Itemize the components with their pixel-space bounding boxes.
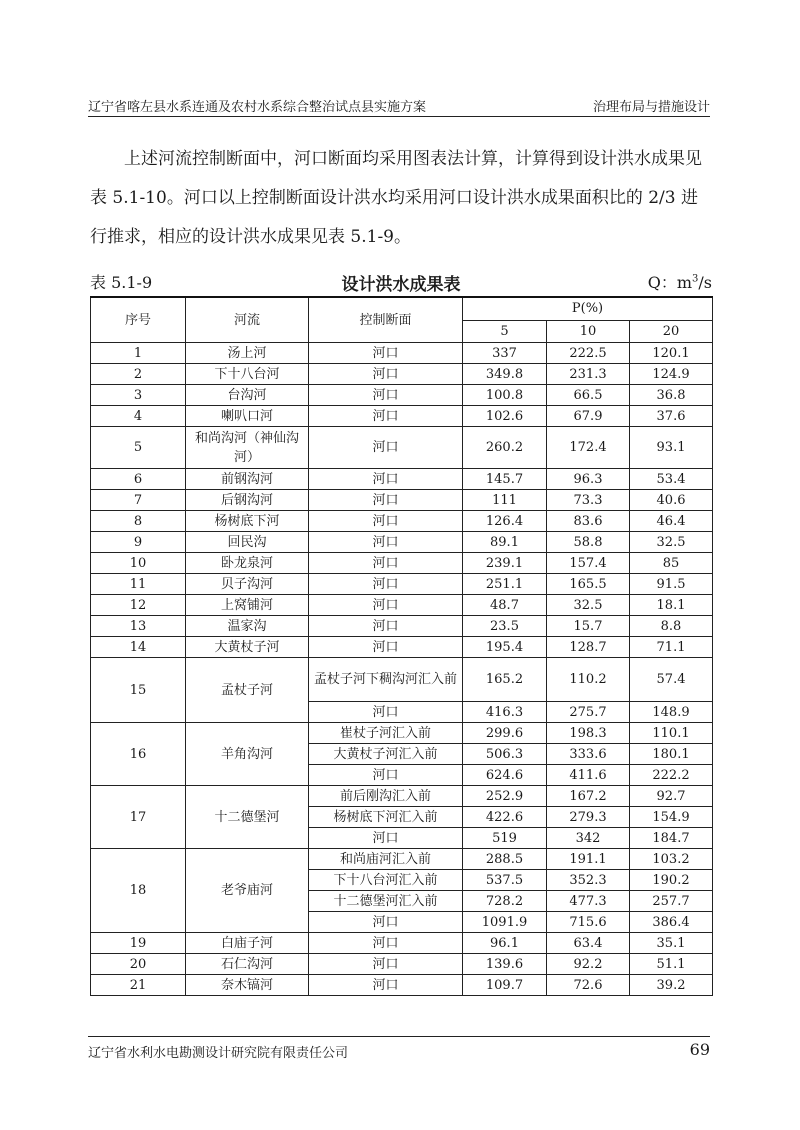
row-number-cell: 12 bbox=[91, 595, 186, 616]
control-section-cell: 崔杖子河汇入前 bbox=[309, 723, 463, 744]
flow-p10-cell: 66.5 bbox=[547, 385, 630, 406]
flow-p10-cell: 222.5 bbox=[547, 343, 630, 364]
flow-p20-cell: 120.1 bbox=[630, 343, 713, 364]
flow-p10-cell: 73.3 bbox=[547, 490, 630, 511]
flow-p10-cell: 231.3 bbox=[547, 364, 630, 385]
flow-p5-cell: 111 bbox=[463, 490, 547, 511]
flow-p5-cell: 422.6 bbox=[463, 807, 547, 828]
table-row bbox=[91, 511, 713, 532]
table-caption bbox=[90, 270, 712, 294]
river-name-cell: 贝子沟河 bbox=[186, 574, 309, 595]
flow-p10-cell: 198.3 bbox=[547, 723, 630, 744]
river-name-cell: 喇叭口河 bbox=[186, 406, 309, 427]
table-row bbox=[91, 849, 713, 870]
row-number-cell: 20 bbox=[91, 954, 186, 975]
flow-p10-cell: 279.3 bbox=[547, 807, 630, 828]
control-section-cell: 和尚庙河汇入前 bbox=[309, 849, 463, 870]
table-header-row bbox=[91, 297, 713, 320]
header-probability: P(%) bbox=[463, 297, 713, 320]
flow-p10-cell: 110.2 bbox=[547, 658, 630, 702]
page-number: 69 bbox=[689, 1040, 710, 1059]
flow-p20-cell: 71.1 bbox=[630, 637, 713, 658]
flow-p5-cell: 89.1 bbox=[463, 532, 547, 553]
river-name-cell: 老爷庙河 bbox=[186, 849, 309, 933]
flow-p20-cell: 184.7 bbox=[630, 828, 713, 849]
river-name-cell: 回民沟 bbox=[186, 532, 309, 553]
table-row bbox=[91, 406, 713, 427]
flow-p20-cell: 37.6 bbox=[630, 406, 713, 427]
table-row bbox=[91, 616, 713, 637]
control-section-cell: 十二德堡河汇入前 bbox=[309, 891, 463, 912]
river-name-cell: 汤上河 bbox=[186, 343, 309, 364]
flow-p20-cell: 110.1 bbox=[630, 723, 713, 744]
row-number-cell: 13 bbox=[91, 616, 186, 637]
header-p10: 10 bbox=[547, 320, 630, 342]
row-number-cell: 21 bbox=[91, 975, 186, 996]
footer-organization: 辽宁省水利水电勘测设计研究院有限责任公司 bbox=[88, 1046, 349, 1061]
flow-p20-cell: 92.7 bbox=[630, 786, 713, 807]
flow-p10-cell: 58.8 bbox=[547, 532, 630, 553]
control-section-cell: 河口 bbox=[309, 595, 463, 616]
header-p20: 20 bbox=[630, 320, 713, 342]
flow-p5-cell: 126.4 bbox=[463, 511, 547, 532]
control-section-cell: 河口 bbox=[309, 828, 463, 849]
flow-p5-cell: 728.2 bbox=[463, 891, 547, 912]
table-row bbox=[91, 532, 713, 553]
flow-p10-cell: 67.9 bbox=[547, 406, 630, 427]
row-number-cell: 18 bbox=[91, 849, 186, 933]
header-river: 河流 bbox=[186, 297, 309, 343]
flow-p5-cell: 624.6 bbox=[463, 765, 547, 786]
table-row bbox=[91, 723, 713, 744]
river-name-cell: 大黄杖子河 bbox=[186, 637, 309, 658]
flow-p20-cell: 93.1 bbox=[630, 427, 713, 469]
row-number-cell: 15 bbox=[91, 658, 186, 723]
flow-p5-cell: 96.1 bbox=[463, 933, 547, 954]
control-section-cell: 河口 bbox=[309, 469, 463, 490]
control-section-cell: 河口 bbox=[309, 616, 463, 637]
header-chapter-title: 治理布局与措施设计 bbox=[592, 100, 710, 115]
flow-p5-cell: 506.3 bbox=[463, 744, 547, 765]
flow-p20-cell: 57.4 bbox=[630, 658, 713, 702]
flow-p5-cell: 1091.9 bbox=[463, 912, 547, 933]
row-number-cell: 11 bbox=[91, 574, 186, 595]
flood-results-table bbox=[90, 296, 713, 996]
flow-p10-cell: 83.6 bbox=[547, 511, 630, 532]
row-number-cell: 14 bbox=[91, 637, 186, 658]
header-document-title: 辽宁省喀左县水系连通及农村水系综合整治试点县实施方案 bbox=[88, 100, 427, 115]
flow-p10-cell: 411.6 bbox=[547, 765, 630, 786]
row-number-cell: 6 bbox=[91, 469, 186, 490]
flow-p10-cell: 477.3 bbox=[547, 891, 630, 912]
control-section-cell: 下十八台河汇入前 bbox=[309, 870, 463, 891]
river-name-cell: 后钢沟河 bbox=[186, 490, 309, 511]
body-paragraph bbox=[90, 140, 710, 257]
flow-p5-cell: 102.6 bbox=[463, 406, 547, 427]
flow-p20-cell: 40.6 bbox=[630, 490, 713, 511]
flow-p5-cell: 349.8 bbox=[463, 364, 547, 385]
table-title: 设计洪水成果表 bbox=[341, 275, 461, 295]
flow-p10-cell: 352.3 bbox=[547, 870, 630, 891]
flow-p10-cell: 63.4 bbox=[547, 933, 630, 954]
row-number-cell: 4 bbox=[91, 406, 186, 427]
paragraph-text: 上述河流控制断面中，河口断面均采用图表法计算，计算得到设计洪水成果见表 5.1-10。河口以上控制断面设计洪水均采用河口设计洪水成果面积比的 2/3 进行推求，相应的设计洪水成果见表 5.1-9。 bbox=[90, 149, 702, 247]
row-number-cell: 10 bbox=[91, 553, 186, 574]
flow-p10-cell: 165.5 bbox=[547, 574, 630, 595]
flow-p5-cell: 239.1 bbox=[463, 553, 547, 574]
row-number-cell: 8 bbox=[91, 511, 186, 532]
control-section-cell: 河口 bbox=[309, 511, 463, 532]
flow-p20-cell: 53.4 bbox=[630, 469, 713, 490]
flow-p10-cell: 92.2 bbox=[547, 954, 630, 975]
table-row bbox=[91, 954, 713, 975]
table-row bbox=[91, 364, 713, 385]
control-section-cell: 河口 bbox=[309, 574, 463, 595]
flow-p20-cell: 190.2 bbox=[630, 870, 713, 891]
header-no: 序号 bbox=[91, 297, 186, 343]
unit-suffix: /s bbox=[698, 273, 712, 292]
table-unit bbox=[648, 270, 712, 293]
flow-p20-cell: 36.8 bbox=[630, 385, 713, 406]
flow-p5-cell: 48.7 bbox=[463, 595, 547, 616]
flow-p5-cell: 537.5 bbox=[463, 870, 547, 891]
flow-p20-cell: 39.2 bbox=[630, 975, 713, 996]
flow-p20-cell: 222.2 bbox=[630, 765, 713, 786]
flow-p5-cell: 165.2 bbox=[463, 658, 547, 702]
page-header bbox=[88, 96, 710, 117]
river-name-cell: 卧龙泉河 bbox=[186, 553, 309, 574]
row-number-cell: 7 bbox=[91, 490, 186, 511]
flow-p20-cell: 51.1 bbox=[630, 954, 713, 975]
flow-p5-cell: 299.6 bbox=[463, 723, 547, 744]
flow-p5-cell: 251.1 bbox=[463, 574, 547, 595]
control-section-cell: 河口 bbox=[309, 765, 463, 786]
control-section-cell: 河口 bbox=[309, 385, 463, 406]
river-name-cell: 温家沟 bbox=[186, 616, 309, 637]
table-row bbox=[91, 933, 713, 954]
row-number-cell: 5 bbox=[91, 427, 186, 469]
river-name-cell: 上窝铺河 bbox=[186, 595, 309, 616]
control-section-cell: 河口 bbox=[309, 933, 463, 954]
river-name-cell: 杨树底下河 bbox=[186, 511, 309, 532]
control-section-cell: 孟杖子河下稠沟河汇入前 bbox=[309, 658, 463, 702]
control-section-cell: 前后刚沟汇入前 bbox=[309, 786, 463, 807]
flow-p10-cell: 15.7 bbox=[547, 616, 630, 637]
control-section-cell: 大黄杖子河汇入前 bbox=[309, 744, 463, 765]
flow-p5-cell: 109.7 bbox=[463, 975, 547, 996]
flow-p20-cell: 180.1 bbox=[630, 744, 713, 765]
flow-p5-cell: 519 bbox=[463, 828, 547, 849]
row-number-cell: 9 bbox=[91, 532, 186, 553]
flow-p10-cell: 715.6 bbox=[547, 912, 630, 933]
flow-p5-cell: 195.4 bbox=[463, 637, 547, 658]
flow-p20-cell: 103.2 bbox=[630, 849, 713, 870]
control-section-cell: 河口 bbox=[309, 427, 463, 469]
flow-p10-cell: 172.4 bbox=[547, 427, 630, 469]
flow-p10-cell: 342 bbox=[547, 828, 630, 849]
table-row bbox=[91, 343, 713, 364]
table-row bbox=[91, 427, 713, 469]
table-row bbox=[91, 595, 713, 616]
flow-p20-cell: 85 bbox=[630, 553, 713, 574]
control-section-cell: 河口 bbox=[309, 637, 463, 658]
flow-p10-cell: 128.7 bbox=[547, 637, 630, 658]
unit-superscript: 3 bbox=[692, 273, 699, 285]
river-name-cell: 十二德堡河 bbox=[186, 786, 309, 849]
river-name-cell: 和尚沟河（神仙沟河） bbox=[186, 427, 309, 469]
flow-p10-cell: 96.3 bbox=[547, 469, 630, 490]
table-row bbox=[91, 469, 713, 490]
flow-p5-cell: 145.7 bbox=[463, 469, 547, 490]
flow-p5-cell: 23.5 bbox=[463, 616, 547, 637]
control-section-cell: 河口 bbox=[309, 954, 463, 975]
control-section-cell: 河口 bbox=[309, 490, 463, 511]
flow-p20-cell: 154.9 bbox=[630, 807, 713, 828]
flow-p5-cell: 260.2 bbox=[463, 427, 547, 469]
river-name-cell: 白庙子河 bbox=[186, 933, 309, 954]
river-name-cell: 奈木镐河 bbox=[186, 975, 309, 996]
flow-p20-cell: 148.9 bbox=[630, 702, 713, 723]
flow-p5-cell: 252.9 bbox=[463, 786, 547, 807]
control-section-cell: 河口 bbox=[309, 532, 463, 553]
control-section-cell: 河口 bbox=[309, 975, 463, 996]
flow-p20-cell: 32.5 bbox=[630, 532, 713, 553]
flow-p20-cell: 46.4 bbox=[630, 511, 713, 532]
unit-prefix: Q：m bbox=[647, 273, 693, 292]
flow-p20-cell: 18.1 bbox=[630, 595, 713, 616]
flow-p20-cell: 386.4 bbox=[630, 912, 713, 933]
flow-p10-cell: 333.6 bbox=[547, 744, 630, 765]
row-number-cell: 2 bbox=[91, 364, 186, 385]
control-section-cell: 河口 bbox=[309, 553, 463, 574]
flow-p10-cell: 275.7 bbox=[547, 702, 630, 723]
flow-p5-cell: 288.5 bbox=[463, 849, 547, 870]
row-number-cell: 17 bbox=[91, 786, 186, 849]
row-number-cell: 19 bbox=[91, 933, 186, 954]
river-name-cell: 石仁沟河 bbox=[186, 954, 309, 975]
flow-p5-cell: 337 bbox=[463, 343, 547, 364]
flow-p10-cell: 72.6 bbox=[547, 975, 630, 996]
flow-p10-cell: 32.5 bbox=[547, 595, 630, 616]
header-section: 控制断面 bbox=[309, 297, 463, 343]
table-number: 表 5.1-9 bbox=[90, 273, 153, 292]
control-section-cell: 河口 bbox=[309, 702, 463, 723]
river-name-cell: 前钢沟河 bbox=[186, 469, 309, 490]
flow-p20-cell: 257.7 bbox=[630, 891, 713, 912]
flow-p10-cell: 191.1 bbox=[547, 849, 630, 870]
page-footer bbox=[88, 1036, 710, 1061]
table-row bbox=[91, 490, 713, 511]
table-row bbox=[91, 975, 713, 996]
control-section-cell: 河口 bbox=[309, 343, 463, 364]
flow-p20-cell: 91.5 bbox=[630, 574, 713, 595]
table-row bbox=[91, 637, 713, 658]
river-name-cell: 下十八台河 bbox=[186, 364, 309, 385]
flow-p20-cell: 8.8 bbox=[630, 616, 713, 637]
flow-p20-cell: 124.9 bbox=[630, 364, 713, 385]
table-row bbox=[91, 385, 713, 406]
control-section-cell: 河口 bbox=[309, 364, 463, 385]
row-number-cell: 16 bbox=[91, 723, 186, 786]
flow-p5-cell: 139.6 bbox=[463, 954, 547, 975]
table-row bbox=[91, 553, 713, 574]
river-name-cell: 台沟河 bbox=[186, 385, 309, 406]
control-section-cell: 河口 bbox=[309, 406, 463, 427]
flow-p5-cell: 416.3 bbox=[463, 702, 547, 723]
river-name-cell: 羊角沟河 bbox=[186, 723, 309, 786]
flow-p10-cell: 167.2 bbox=[547, 786, 630, 807]
flow-p5-cell: 100.8 bbox=[463, 385, 547, 406]
row-number-cell: 1 bbox=[91, 343, 186, 364]
river-name-cell: 孟杖子河 bbox=[186, 658, 309, 723]
header-p5: 5 bbox=[463, 320, 547, 342]
table-row bbox=[91, 574, 713, 595]
flow-p20-cell: 35.1 bbox=[630, 933, 713, 954]
table-row bbox=[91, 786, 713, 807]
flow-p10-cell: 157.4 bbox=[547, 553, 630, 574]
control-section-cell: 河口 bbox=[309, 912, 463, 933]
row-number-cell: 3 bbox=[91, 385, 186, 406]
control-section-cell: 杨树底下河汇入前 bbox=[309, 807, 463, 828]
table-row bbox=[91, 658, 713, 702]
